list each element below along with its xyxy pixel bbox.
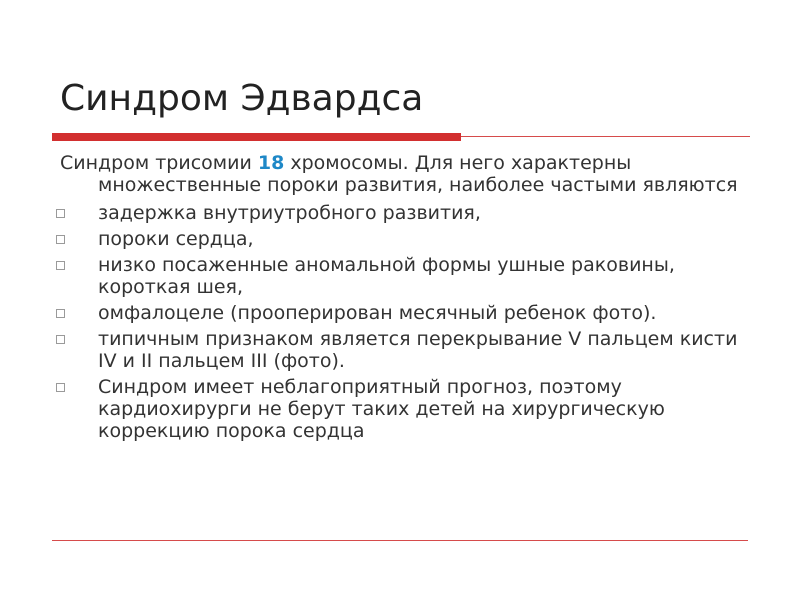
title-underline-thick bbox=[52, 133, 461, 141]
list-item-text: низко посаженные аномальной формы ушные раковины, короткая шея, bbox=[98, 254, 675, 298]
list-item bbox=[60, 328, 750, 372]
intro-text-before: Синдром трисомии bbox=[60, 152, 258, 174]
list-item-text: задержка внутриутробного развития, bbox=[98, 202, 481, 224]
slide-title: Синдром Эдвардса bbox=[60, 78, 424, 119]
symptom-list bbox=[60, 202, 750, 442]
intro-text-after: хромосомы. Для него характерны множественные пороки развития, наиболее частыми являются bbox=[98, 152, 738, 196]
list-item bbox=[60, 228, 750, 250]
list-item bbox=[60, 302, 750, 324]
list-item-text: омфалоцеле (прооперирован месячный ребенок фото). bbox=[98, 302, 657, 324]
list-item bbox=[60, 202, 750, 224]
list-item bbox=[60, 254, 750, 298]
list-item bbox=[60, 376, 750, 442]
hollow-square-bullet-icon bbox=[56, 383, 65, 392]
title-underline-thin bbox=[461, 136, 750, 137]
list-item-text: пороки сердца, bbox=[98, 228, 254, 250]
list-item-text: Синдром имеет неблагоприятный прогноз, поэтому кардиохирурги не берут таких детей на хирургическую коррекцию порока сердца bbox=[98, 376, 665, 442]
slide-body bbox=[60, 152, 750, 446]
footer-rule bbox=[52, 540, 748, 541]
hollow-square-bullet-icon bbox=[56, 309, 65, 318]
chromosome-number: 18 bbox=[257, 152, 285, 174]
hollow-square-bullet-icon bbox=[56, 335, 65, 344]
list-item-text: типичным признаком является перекрывание V пальцем кисти IV и II пальцем III (фото). bbox=[98, 328, 738, 372]
hollow-square-bullet-icon bbox=[56, 209, 65, 218]
hollow-square-bullet-icon bbox=[56, 261, 65, 270]
intro-paragraph bbox=[60, 152, 750, 196]
hollow-square-bullet-icon bbox=[56, 235, 65, 244]
